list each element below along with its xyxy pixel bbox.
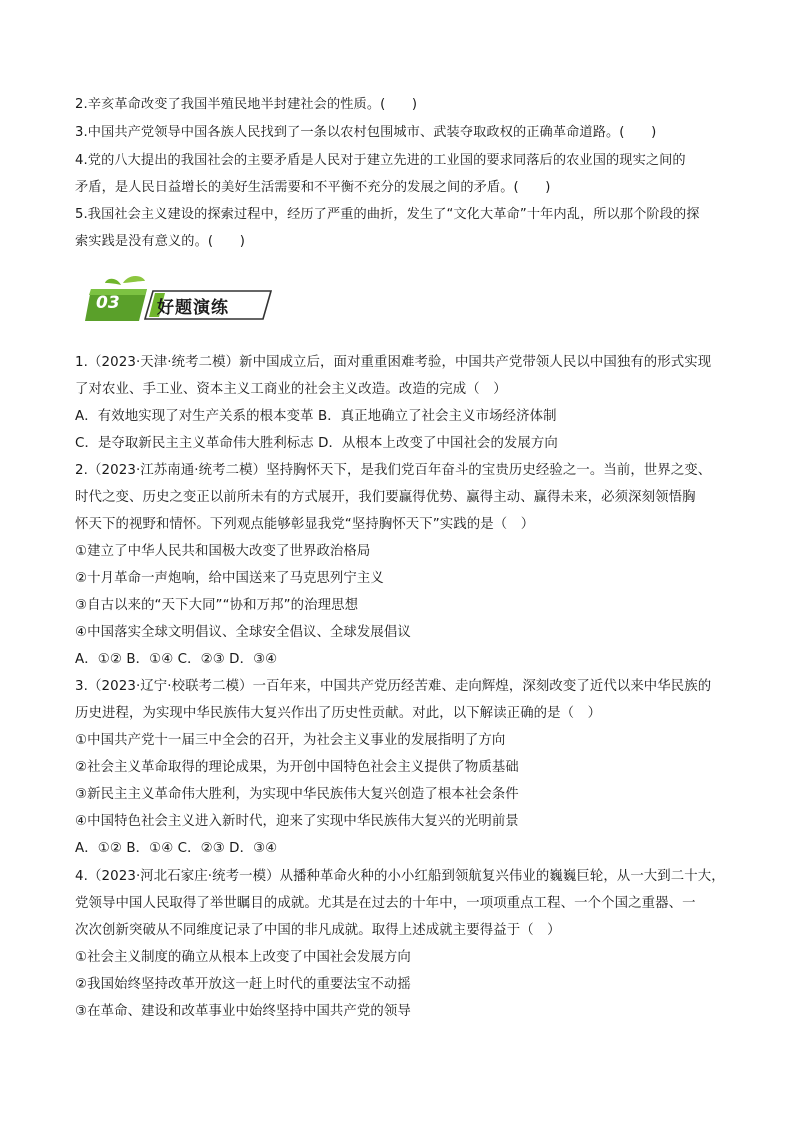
statement-line: ①中国共产党十一届三中全会的召开，为社会主义事业的发展指明了方向 bbox=[75, 733, 506, 748]
question-line: 4.（2023·河北石家庄·统考一模）从播种革命火种的小小红船到领航复兴伟业的巍巍巨轮，从一大到二十大， bbox=[75, 869, 725, 884]
statement-line: ①社会主义制度的确立从根本上改变了中国社会发展方向 bbox=[75, 950, 411, 965]
statement-line: ③在革命、建设和改革事业中始终坚持中国共产党的领导 bbox=[75, 1004, 411, 1019]
question-line: 时代之变、历史之变正以前所未有的方式展开，我们要赢得优势、赢得主动、赢得未来，必须深刻领悟胸 bbox=[75, 490, 696, 505]
judgment-item: 索实践是没有意义的。( ) bbox=[75, 234, 245, 249]
section-number: 03 bbox=[96, 293, 120, 313]
statement-line: ④中国特色社会主义进入新时代，迎来了实现中华民族伟大复兴的光明前景 bbox=[75, 814, 519, 829]
judgment-item: 3.中国共产党领导中国各族人民找到了一条以农村包围城市、武装夺取政权的正确革命道路。( ) bbox=[75, 125, 657, 140]
option-line: A．①② B．①④ C．②③ D．③④ bbox=[75, 652, 278, 667]
option-line: C．是夺取新民主主义革命伟大胜利标志 D．从根本上改变了中国社会的发展方向 bbox=[75, 436, 558, 451]
statement-line: ①建立了中华人民共和国极大改变了世界政治格局 bbox=[75, 544, 371, 559]
question-line: 了对农业、手工业、资本主义工商业的社会主义改造。改造的完成（ ） bbox=[75, 382, 507, 397]
question-line: 历史进程，为实现中华民族伟大复兴作出了历史性贡献。对此，以下解读正确的是（ ） bbox=[75, 706, 602, 721]
option-line: A．有效地实现了对生产关系的根本变革 B．真正地确立了社会主义市场经济体制 bbox=[75, 409, 557, 424]
judgment-item: 矛盾，是人民日益增长的美好生活需要和不平衡不充分的发展之间的矛盾。( ) bbox=[75, 180, 551, 195]
question-line: 党领导中国人民取得了举世瞩目的成就。尤其是在过去的十年中，一项项重点工程、一个个国之重器、一 bbox=[75, 896, 696, 911]
question-line: 1.（2023·天津·统考二模）新中国成立后，面对重重困难考验，中国共产党带领人民以中国独有的形式实现 bbox=[75, 355, 712, 370]
statement-line: ③自古以来的“天下大同”“协和万邦”的治理思想 bbox=[75, 598, 359, 613]
section-title: 好题演练 bbox=[157, 298, 229, 318]
question-line: 怀天下的视野和情怀。下列观点能够彰显我党“坚持胸怀天下”实践的是（ ） bbox=[75, 517, 535, 532]
statement-line: ④中国落实全球文明倡议、全球安全倡议、全球发展倡议 bbox=[75, 625, 411, 640]
option-line: A．①② B．①④ C．②③ D．③④ bbox=[75, 841, 278, 856]
leaf-icon bbox=[123, 276, 145, 283]
judgment-item: 5.我国社会主义建设的探索过程中，经历了严重的曲折，发生了“文化大革命”十年内乱，所以那个阶段的探 bbox=[75, 207, 700, 222]
statement-line: ②社会主义革命取得的理论成果，为开创中国特色社会主义提供了物质基础 bbox=[75, 760, 519, 775]
question-line: 次次创新突破从不同维度记录了中国的非凡成就。取得上述成就主要得益于（ ） bbox=[75, 923, 561, 938]
judgment-item: 2.辛亥革命改变了我国半殖民地半封建社会的性质。( ) bbox=[75, 97, 418, 112]
statement-line: ②十月革命一声炮响，给中国送来了马克思列宁主义 bbox=[75, 571, 384, 586]
statement-line: ②我国始终坚持改革开放这一赶上时代的重要法宝不动摇 bbox=[75, 977, 411, 992]
statement-line: ③新民主主义革命伟大胜利，为实现中华民族伟大复兴创造了根本社会条件 bbox=[75, 787, 519, 802]
question-line: 3.（2023·辽宁·校联考二模）一百年来，中国共产党历经苦难、走向辉煌，深刻改变了近代以来中华民族的 bbox=[75, 679, 712, 694]
judgment-item: 4.党的八大提出的我国社会的主要矛盾是人民对于建立先进的工业国的要求同落后的农业国的现实之间的 bbox=[75, 153, 686, 168]
question-line: 2.（2023·江苏南通·统考二模）坚持胸怀天下，是我们党百年奋斗的宝贵历史经验之一。当前，世界之变、 bbox=[75, 463, 712, 478]
